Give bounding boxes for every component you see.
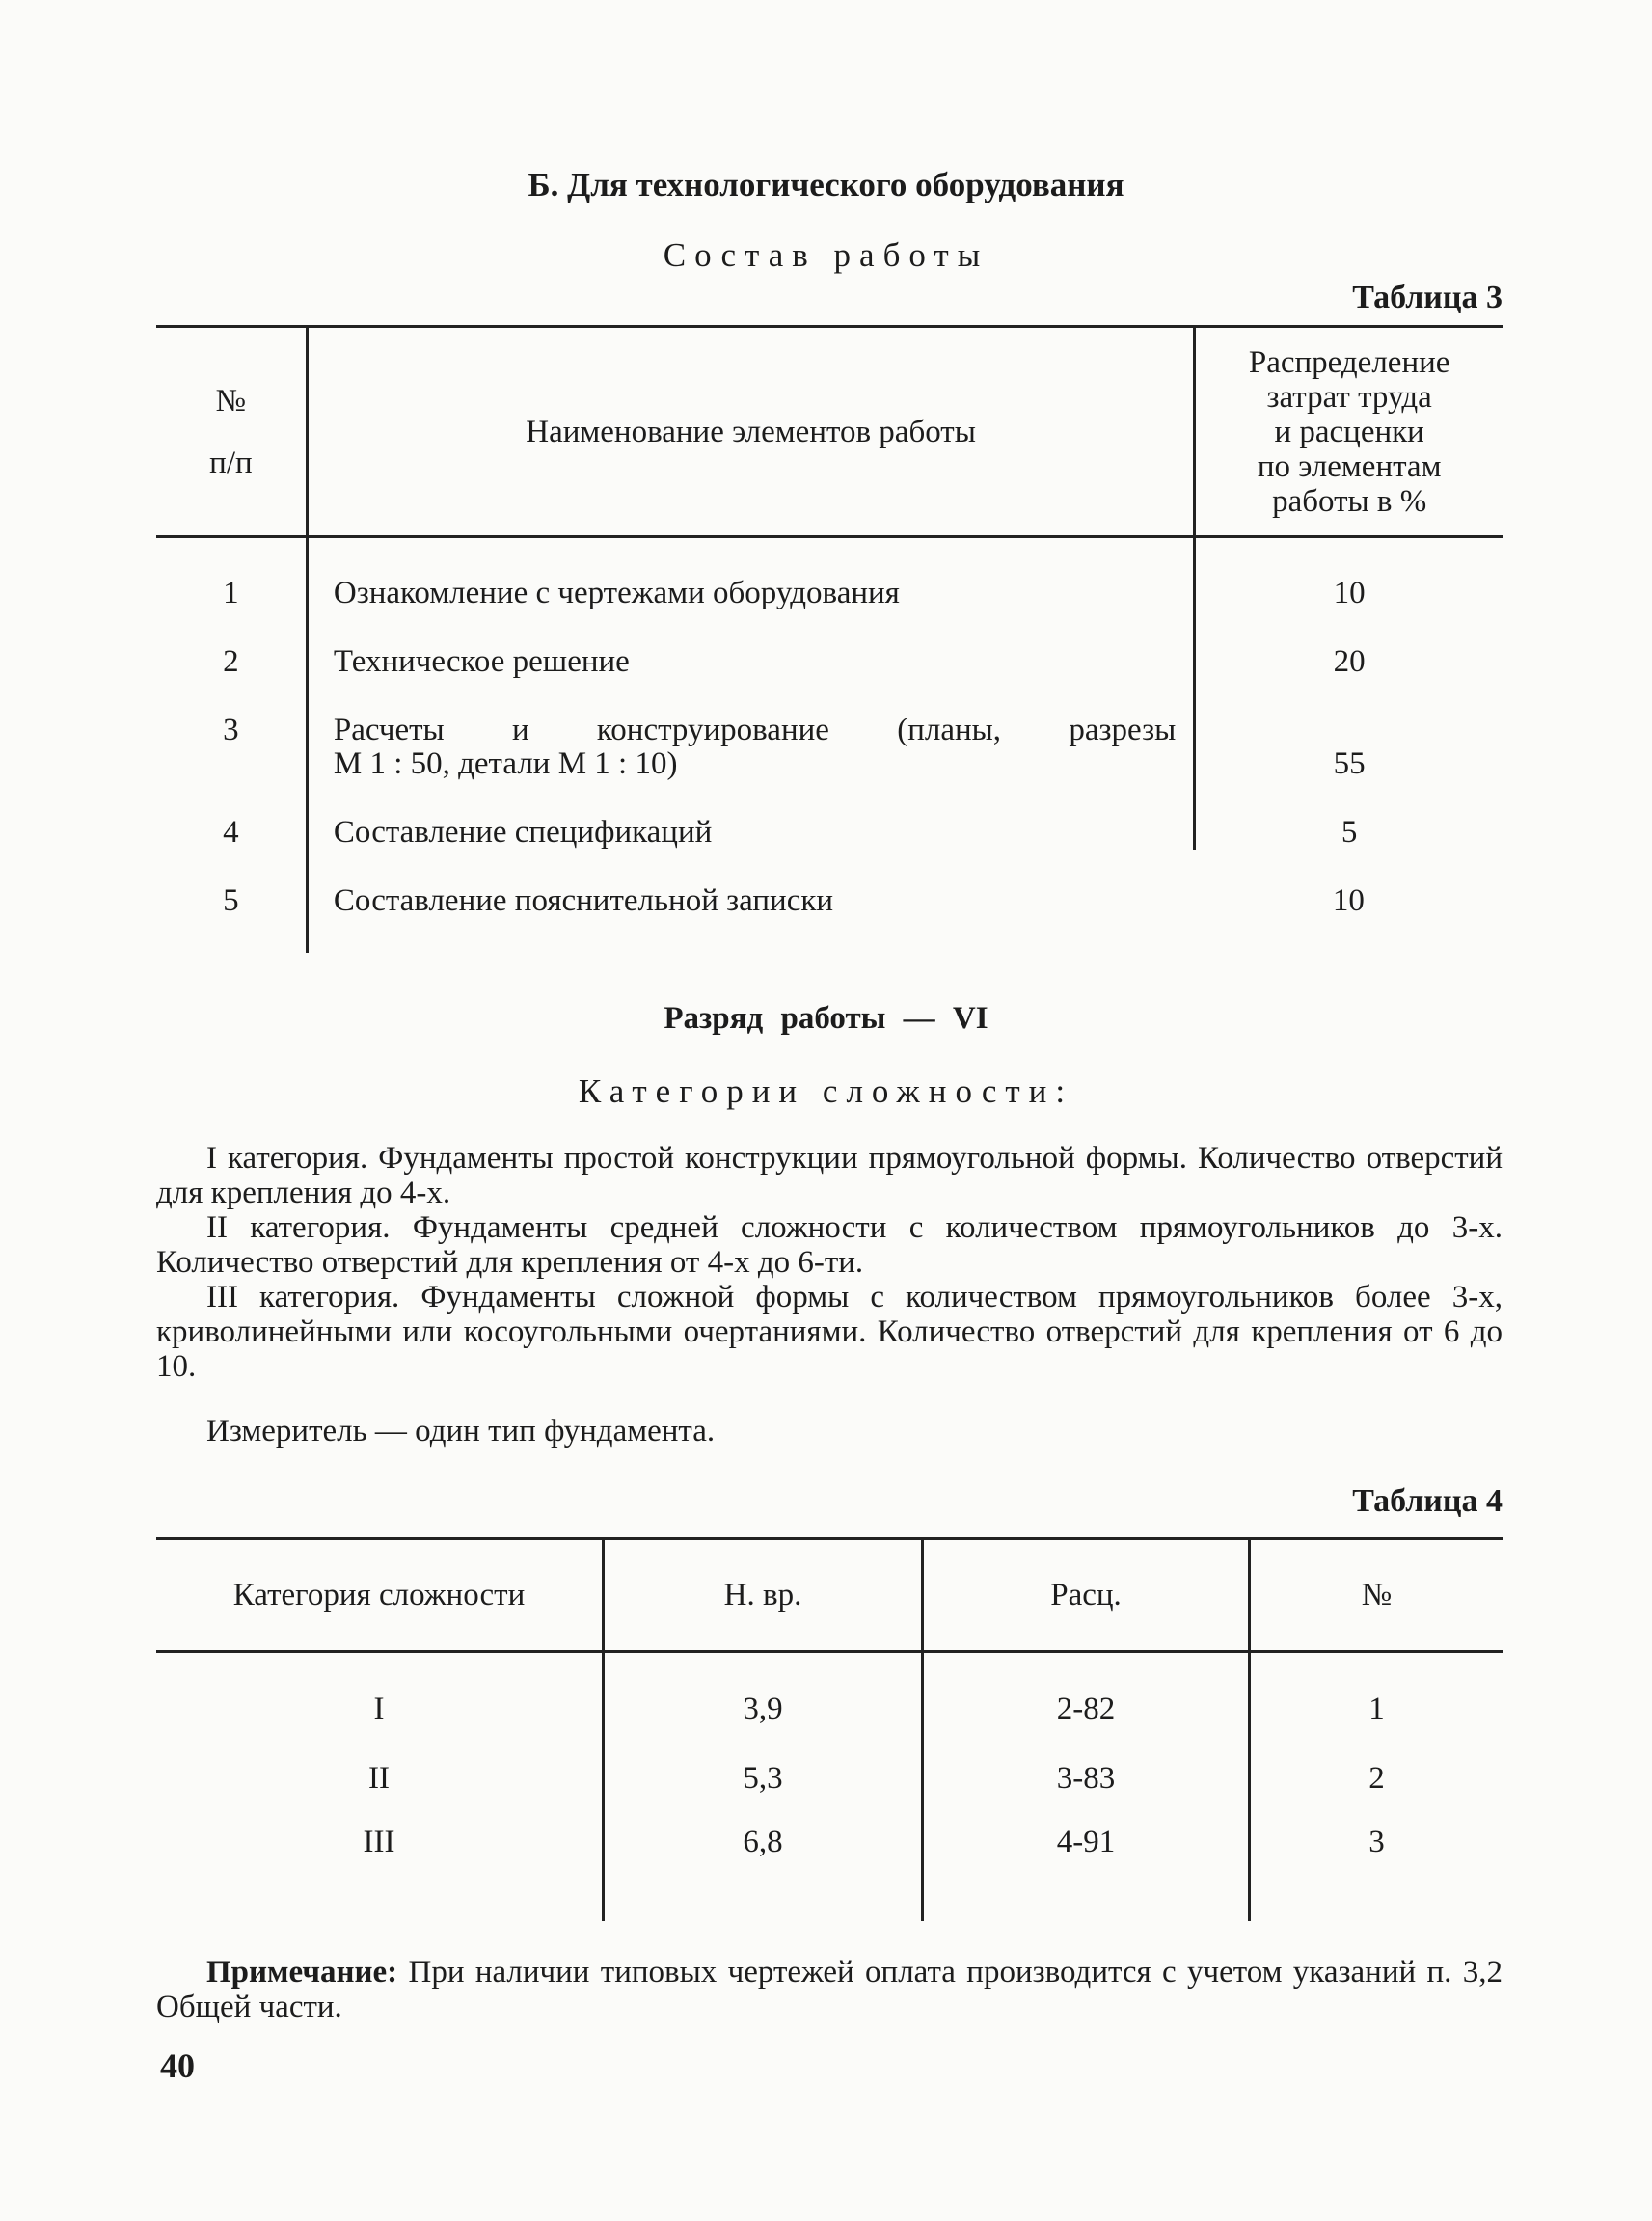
- row-element-name-line: Расчеты и конструирование (планы, разрезы: [333, 713, 1177, 747]
- category-paragraph: [156, 1280, 1503, 1384]
- category-text: I категория. Фундаменты простой конструкции прямоугольной формы. Количество отверстий для крепления до 4-х.: [156, 1141, 1503, 1210]
- category-paragraph: [156, 1210, 1503, 1280]
- complexity-title: Категории сложности:: [578, 1072, 1074, 1110]
- row-number: 3: [223, 713, 239, 747]
- section-title: Б. Для технологического оборудования: [528, 166, 1124, 203]
- table3-header-row: [156, 327, 1503, 537]
- table-row: [156, 1744, 1503, 1813]
- header-number-abbr: п/п: [209, 445, 253, 480]
- note: [156, 1955, 1503, 2024]
- category-text: II категория. Фундаменты средней сложности с количеством прямоугольников до 3-х. Количество отверстий для крепления от 4-х до 6-ти.: [156, 1210, 1503, 1280]
- composition-title: Состав работы: [663, 236, 989, 274]
- table-row: [156, 679, 1503, 781]
- note-label: Примечание:: [206, 1955, 398, 1990]
- table-row: [156, 610, 1503, 679]
- row-element-name: [307, 679, 1194, 781]
- row-percent: 20: [1195, 610, 1503, 679]
- table-row: [156, 1813, 1503, 1921]
- cell-number: 2: [1250, 1744, 1503, 1813]
- row-percent: 10: [1332, 883, 1365, 918]
- row-number: 2: [223, 644, 239, 679]
- table4-caption: Таблица 4: [1352, 1483, 1503, 1519]
- table-row: [156, 850, 1503, 953]
- header-distribution-line: и расценки: [1274, 414, 1424, 449]
- table-4: [156, 1537, 1503, 1921]
- page-number: 40: [160, 2046, 195, 2085]
- cell-rate: 4-91: [923, 1813, 1250, 1921]
- header-rate: Расц.: [923, 1539, 1250, 1652]
- table-3: [156, 325, 1503, 953]
- header-norm-time: Н. вр.: [604, 1539, 923, 1652]
- header-distribution-line: затрат труда: [1266, 379, 1432, 415]
- row-percent: 55: [1195, 679, 1503, 781]
- row-element-name-line: М 1 : 50, детали М 1 : 10): [333, 746, 678, 781]
- category-text: III категория. Фундаменты сложной формы с количеством прямоугольников более 3-х, криволинейными или косоугольными очертаниями. Количество отверстий для крепления от 6 до 10.: [156, 1280, 1503, 1384]
- cell-category: III: [363, 1825, 395, 1859]
- cell-rate: 3-83: [923, 1744, 1250, 1813]
- cell-norm-time: 5,3: [604, 1744, 923, 1813]
- row-element-name: Ознакомление с чертежами оборудования: [307, 537, 1194, 611]
- cell-norm-time: 6,8: [604, 1813, 923, 1921]
- measure-paragraph: [156, 1414, 1503, 1449]
- header-distribution-line: по элементам: [1257, 448, 1442, 484]
- header-number: №: [1250, 1539, 1503, 1652]
- row-number: 4: [223, 815, 239, 850]
- note-text: При наличии типовых чертежей оплата производится с учетом указаний п. 3,2 Общей части.: [156, 1955, 1503, 2024]
- measure-text: Измеритель — один тип фундамента.: [206, 1414, 716, 1449]
- table3-caption: Таблица 3: [1352, 280, 1503, 315]
- row-percent: 5: [1195, 781, 1503, 850]
- cell-norm-time: 3,9: [604, 1652, 923, 1745]
- cell-rate: 2-82: [923, 1652, 1250, 1745]
- work-rank: Разряд работы — VI: [664, 1001, 988, 1036]
- header-number-symbol: №: [215, 383, 247, 419]
- row-element-name: Техническое решение: [307, 610, 1194, 679]
- cell-number: 1: [1250, 1652, 1503, 1745]
- header-distribution-line: работы в %: [1272, 483, 1427, 519]
- header-category: Категория сложности: [156, 1539, 604, 1652]
- row-number: 1: [223, 576, 239, 610]
- row-number: 5: [223, 883, 239, 918]
- category-paragraph: [156, 1141, 1503, 1210]
- header-distribution: [1195, 327, 1503, 537]
- table-row: [156, 781, 1503, 850]
- cell-category: II: [368, 1760, 390, 1796]
- header-distribution-line: Распределение: [1248, 344, 1450, 380]
- table4-header-row: [156, 1539, 1503, 1652]
- row-element-name: Составление пояснительной записки: [307, 850, 1194, 953]
- table-row: [156, 537, 1503, 611]
- cell-number: 3: [1250, 1813, 1503, 1921]
- cell-category: I: [373, 1691, 385, 1726]
- header-element-name: Наименование элементов работы: [307, 327, 1194, 537]
- row-element-name: Составление спецификаций: [307, 781, 1194, 850]
- table-row: [156, 1652, 1503, 1745]
- row-percent: 10: [1195, 537, 1503, 611]
- header-number: [156, 327, 307, 537]
